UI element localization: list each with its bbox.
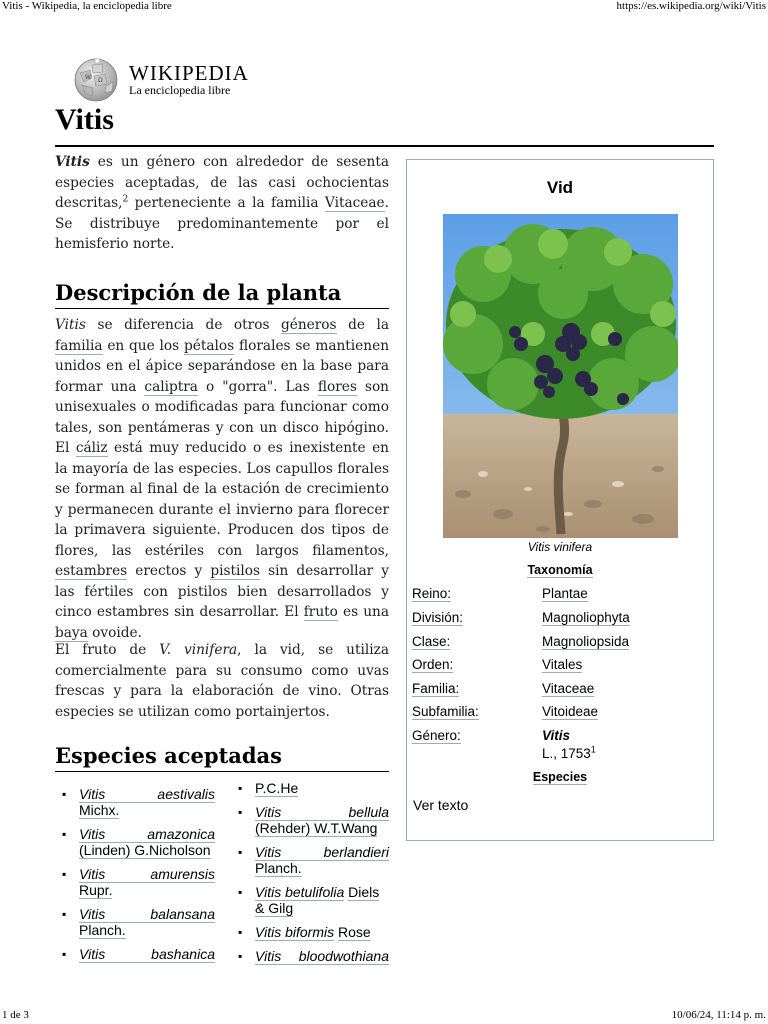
section-heading-especies: Especies aceptadas — [55, 743, 389, 772]
species-list-column-2 — [231, 780, 389, 972]
link-pistilos[interactable]: pistilos — [210, 563, 260, 579]
species-author[interactable]: Diels & Gilg — [255, 884, 380, 916]
species-link[interactable]: Vitis berlandieri — [255, 844, 389, 860]
taxon-rank-link[interactable]: Familia: — [412, 681, 460, 696]
taxon-rank-link[interactable]: Reino: — [412, 586, 452, 601]
species-item — [231, 948, 389, 964]
species-author[interactable]: Rose — [337, 924, 371, 940]
link-fruto[interactable]: fruto — [303, 604, 338, 620]
species-item — [55, 866, 215, 898]
taxon-row-division — [412, 610, 708, 630]
species-author[interactable]: Planch. — [255, 860, 302, 876]
species-list-column-1 — [55, 786, 215, 970]
taxobox — [406, 159, 714, 841]
species-see-text: Ver texto — [413, 797, 469, 813]
intro-term: Vitis — [55, 154, 90, 170]
species-link[interactable]: Vitis amurensis — [79, 866, 215, 882]
wikipedia-globe-icon[interactable] — [72, 55, 120, 103]
taxon-rank-link[interactable]: Orden: — [412, 657, 454, 672]
species-link[interactable]: Vitis biformis — [255, 924, 335, 940]
link-caliptra[interactable]: caliptra — [144, 378, 198, 395]
taxon-value-link[interactable]: Vitaceae — [542, 681, 595, 696]
genus-name: Vitis — [542, 728, 571, 743]
citation-ref[interactable]: 1 — [590, 744, 596, 755]
species-author[interactable]: P.C.He — [255, 780, 299, 796]
description-paragraph: Vitis se diferencia de otros géneros de la familia en que los pétalos florales se mantienen unidos en el ápice separándose en la base para formar una caliptra o "gorra". Las flores son unisexuales o modificadas para funcionar como tales, son pentámeras y con un disco hipógino. El cáliz está muy reducido o es inexistente en la mayoría de las especies. Los capullos florales se forman al final de la estación de crecimiento y permanecen durante el invierno para florecer la primavera siguiente. Producen dos tipos de flores, las estériles con largos filamentos, estambres erectos y pistilos sin desarrollar y las fértiles con pistilos bien desarrollados y cinco estambres sin desarrollar. El fruto es una baya ovoide. — [55, 317, 390, 641]
species-item — [55, 946, 215, 962]
taxon-rank-link[interactable]: Clase: — [412, 634, 451, 649]
species-author[interactable]: Michx. — [79, 802, 120, 818]
species-link[interactable]: Vitis balansana — [79, 906, 215, 922]
image-caption: Vitis vinifera — [527, 540, 593, 554]
intro-paragraph: Vitis es un género con alrededor de sesenta especies aceptadas, de las casi ochocientas descritas,$^2$ perteneciente a la familia Vitaceae. Se distribuye predominantemente por el hemisferio norte. — [55, 154, 389, 252]
species-heading[interactable]: Especies — [532, 770, 588, 784]
citation-ref[interactable]: 2 — [122, 194, 129, 205]
page-title: Vitis — [55, 103, 114, 136]
svg-text:W: W — [85, 74, 91, 81]
print-header-url: https://es.wikipedia.org/wiki/Vitis — [616, 0, 766, 12]
section-heading-descripcion: Descripción de la planta — [55, 280, 389, 309]
species-author[interactable]: (Rehder) W.T.Wang — [255, 820, 378, 836]
taxon-value-link[interactable]: Plantae — [542, 586, 588, 601]
species-item — [231, 924, 389, 940]
taxon-row-subfamilia — [412, 704, 708, 724]
taxobox-title: Vid — [546, 178, 574, 197]
taxon-rank-link[interactable]: Género: — [412, 728, 461, 743]
species-item — [55, 906, 215, 938]
species-author[interactable]: Planch. — [79, 922, 126, 938]
species-item — [231, 844, 389, 876]
link-estambres[interactable]: estambres — [55, 563, 128, 579]
title-divider — [55, 145, 714, 147]
species-link[interactable]: Vitis bloodwothiana — [255, 948, 389, 964]
taxon-value-link[interactable]: Vitoideae — [542, 704, 599, 719]
link-caliz[interactable]: cáliz — [75, 440, 108, 456]
taxon-value-link[interactable]: Vitales — [542, 657, 583, 672]
taxon-row-clase — [412, 634, 708, 654]
link-vitaceae[interactable]: Vitaceae — [324, 195, 385, 211]
taxon-rank-link[interactable]: Subfamilia: — [412, 704, 479, 719]
species-item — [231, 804, 389, 836]
svg-text:Ω: Ω — [98, 77, 103, 84]
print-header-title: Vitis - Wikipedia, la enciclopedia libre — [2, 0, 172, 12]
taxon-row-genero — [412, 728, 708, 768]
print-footer-page-count: 1 de 3 — [2, 1009, 29, 1021]
taxon-value-link[interactable]: Magnoliophyta — [542, 610, 630, 625]
taxon-rank-link[interactable]: División: — [412, 610, 464, 625]
link-familia[interactable]: familia — [55, 337, 103, 354]
taxon-value-link[interactable]: Magnoliopsida — [542, 634, 630, 649]
species-link[interactable]: Vitis amazonica — [79, 826, 215, 842]
link-petalos[interactable]: pétalos — [184, 337, 235, 354]
link-generos[interactable]: géneros — [280, 317, 337, 333]
species-item — [231, 884, 389, 916]
wikipedia-tagline: La enciclopedia libre — [129, 83, 231, 97]
species-link[interactable]: Vitis betulifolia — [255, 884, 345, 900]
genus-authority: L., 1753$^1$ — [542, 744, 596, 761]
species-item — [55, 826, 215, 858]
taxon-row-orden — [412, 657, 708, 677]
taxonomy-heading[interactable]: Taxonomía — [527, 563, 593, 577]
taxon-row-familia — [412, 681, 708, 701]
fruit-paragraph: El fruto de V. vinifera, la vid, se utiliza comercialmente para su consumo como uvas frescas y para la elaboración de vino. Otras especies se utilizan como portainjertos. — [55, 642, 389, 720]
species-item-continued — [231, 780, 389, 796]
species-link[interactable]: Vitis bellula — [255, 804, 389, 820]
grapevine-photo[interactable] — [443, 214, 678, 538]
link-flores[interactable]: flores — [317, 378, 357, 395]
taxon-row-reino — [412, 586, 708, 606]
species-link[interactable]: Vitis bashanica — [79, 946, 215, 962]
species-author[interactable]: (Linden) G.Nicholson — [79, 842, 211, 858]
species-author[interactable]: Rupr. — [79, 882, 113, 898]
link-baya[interactable]: baya — [55, 624, 88, 641]
print-footer-timestamp: 10/06/24, 11:14 p. m. — [671, 1009, 766, 1021]
species-item — [55, 786, 215, 818]
species-link[interactable]: Vitis aestivalis — [79, 786, 215, 802]
wikipedia-wordmark: WIKIPEDIA — [129, 61, 249, 85]
